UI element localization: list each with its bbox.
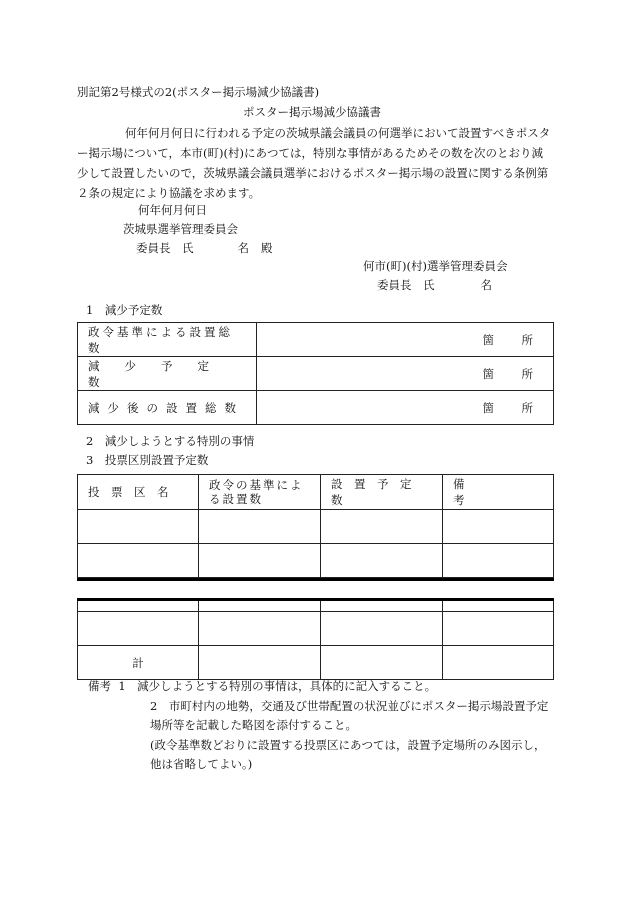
row-unit: 箇 所 — [257, 357, 554, 391]
col-district-name: 投 票 区 名 — [78, 475, 199, 510]
table-header — [78, 475, 554, 510]
form-number: 別記第2号様式の2(ポスター掲示場減少協議書) — [77, 85, 320, 99]
sender-person — [377, 277, 492, 293]
remarks-label: 備考 — [88, 679, 111, 693]
remark-item-2: 2 市町村内の地勢，交通及び世帯配置の状況並びにポスター掲示場設置予定場所等を記載した略図を添付すること。 — [150, 699, 549, 732]
addressee-person — [136, 240, 273, 256]
table-row — [78, 391, 554, 425]
sender-title: 委員長 氏 — [377, 278, 435, 292]
addressee-name: 名 — [237, 241, 249, 255]
body-paragraph: 何年何月何日に行われる予定の茨城県議会議員の何選挙において設置すべきポスター掲示場について，本市(町)(村)にあつては，特別な事情があるためその数を次のとおり減少して設置したいので，茨城県議会議員選挙におけるポスター掲示場の設置に関する条例第２条の規定により協議を求めます。 — [77, 126, 551, 200]
reduction-table — [77, 322, 554, 425]
row-label: 減少後の設置総数 — [78, 391, 257, 425]
col-remarks: 備 考 — [443, 475, 554, 510]
row-label: 減少予定数 — [78, 357, 257, 391]
section2-heading: 2 減少しようとする特別の事情 — [86, 434, 255, 448]
date-line: 何年何月何日 — [138, 203, 207, 217]
addressee-org: 茨城県選挙管理委員会 — [123, 222, 238, 236]
table-break — [77, 578, 554, 601]
table-row — [78, 544, 554, 578]
row-label: 政令基準による設置総数 — [78, 323, 257, 357]
district-table — [77, 474, 554, 680]
remark-item-3: (政令基準数どおりに設置する投票区にあつては，設置予定場所のみ図示し，他は省略してよい。) — [150, 738, 546, 771]
table-row — [78, 510, 554, 544]
total-row — [78, 646, 554, 680]
sender-org: 何市(町)(村)選挙管理委員会 — [363, 259, 508, 273]
remarks-line1 — [88, 678, 436, 694]
total-label: 計 — [78, 646, 199, 680]
row-unit: 箇 所 — [257, 323, 554, 357]
sender-name: 名 — [480, 278, 492, 292]
table-row — [78, 357, 554, 391]
addressee-title: 委員長 氏 — [136, 241, 194, 255]
row-unit: 箇 所 — [257, 391, 554, 425]
section3-heading: 3 投票区別設置予定数 — [86, 453, 209, 467]
table-row — [78, 323, 554, 357]
document-title: ポスター掲示場減少協議書 — [243, 105, 381, 119]
col-standard-count: 政令の基準による設置数 — [199, 475, 321, 510]
col-planned-count: 設 置 予 定 数 — [321, 475, 443, 510]
addressee-honorific: 殿 — [261, 241, 273, 255]
table-row — [78, 612, 554, 646]
section1-heading: 1 減少予定数 — [86, 303, 163, 317]
remark-item-1: 1 減少しようとする特別の事情は，具体的に記入すること。 — [118, 679, 437, 693]
